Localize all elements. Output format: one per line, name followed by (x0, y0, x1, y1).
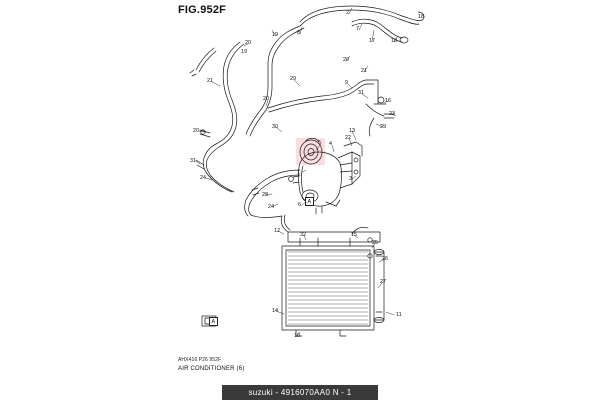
bottom-status-text: suzuki - 4916070AA0 N - 1 (248, 388, 352, 397)
callout-label: 14 (272, 308, 278, 314)
page-title: FIG.952F (178, 4, 227, 16)
callout-label: 21 (361, 68, 367, 74)
bottom-status-bar (222, 385, 378, 400)
callout-label: 20 (263, 96, 269, 102)
callout-label: 10 (294, 333, 300, 339)
callout-label: 27 (380, 279, 386, 285)
callout-label: 7 (356, 26, 359, 32)
callout-label: 29 (380, 124, 386, 130)
footer-section-name: AIR CONDITIONER (6) (178, 366, 245, 372)
callout-label: 18 (391, 38, 397, 44)
callout-label: 22 (345, 135, 351, 141)
callout-label: 25 (372, 240, 378, 246)
callout-label: 8 (297, 30, 300, 36)
callout-label: 16 (385, 98, 391, 104)
callout-label: 2 (346, 10, 349, 16)
callout-label: 12 (274, 228, 280, 234)
callout-label: 24 (200, 175, 206, 181)
callout-label: 28 (262, 192, 268, 198)
callout-label: 31 (358, 90, 364, 96)
callout-label: 31 (190, 158, 196, 164)
callout-label: 19 (241, 49, 247, 55)
callout-label: 4 (329, 141, 332, 147)
callout-label: 15 (351, 232, 357, 238)
detail-marker-a: A (209, 317, 218, 326)
callout-label: 23 (389, 111, 395, 117)
callout-label: 26 (382, 256, 388, 262)
callout-label: 17 (369, 38, 375, 44)
callout-label: 30 (272, 124, 278, 130)
callout-label: 11 (396, 312, 402, 318)
callout-label: 32 (300, 232, 306, 238)
detail-marker-a: A (305, 197, 314, 206)
callout-label: 18 (418, 14, 424, 20)
callout-label: 19 (272, 32, 278, 38)
callout-label: 5 (318, 140, 321, 146)
callout-label: 9 (345, 80, 348, 86)
callout-label: 20 (245, 40, 251, 46)
callout-label: 24 (268, 204, 274, 210)
callout-label: 13 (349, 128, 355, 134)
callout-label: 1 (297, 170, 300, 176)
callout-label: 29 (290, 76, 296, 82)
callout-label: 20 (343, 57, 349, 63)
callout-label: 6 (298, 202, 301, 208)
callout-label: 20 (193, 128, 199, 134)
callout-label: 21 (207, 78, 213, 84)
callout-label: 3 (349, 176, 352, 182)
footer-code: AHX416 P26 952F (178, 357, 222, 363)
